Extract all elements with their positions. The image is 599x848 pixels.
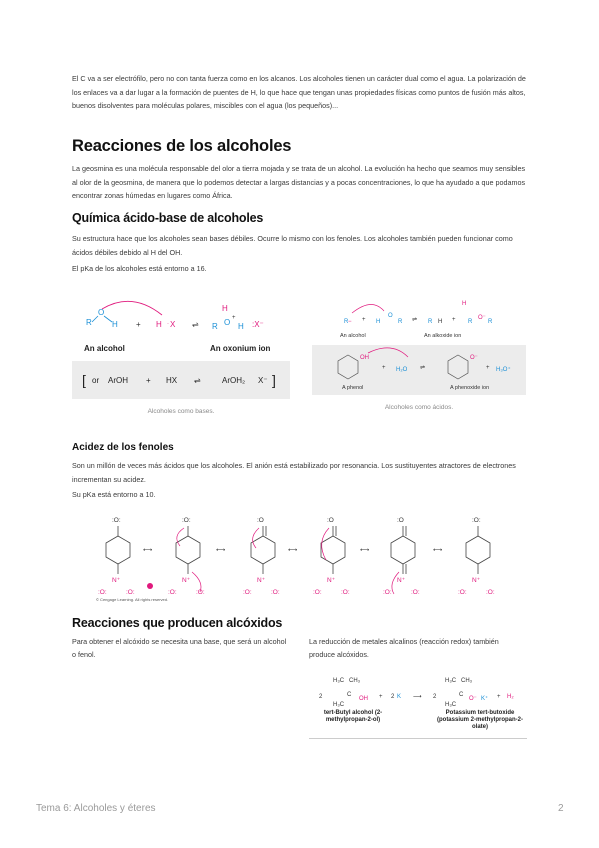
svg-text::O:: :O: xyxy=(472,517,481,524)
svg-text::O:: :O: xyxy=(486,589,495,596)
reacciones-paragraph: La geosmina es una molécula responsable del olor a tierra mojada y se trata de un alcohol. La evolución ha hecho que seamos muy sensibles al olor de la geosmina, de manera que lo podemos detectar a largas distancias y a pocas concentraciones, lo que ha ayudado a que podamos encontrar zonas húmedas en lugares como África. xyxy=(72,164,526,200)
svg-text:+: + xyxy=(136,320,141,329)
caption-alcohols-as-acids: Alcoholes como ácidos. xyxy=(384,404,454,411)
label-an-oxonium-ion: An oxonium ion xyxy=(210,344,271,353)
page-number: 2 xyxy=(558,803,564,814)
svg-text:ArOH₂: ArOH₂ xyxy=(222,376,246,385)
svg-text::O:: :O: xyxy=(98,589,107,596)
svg-text:+: + xyxy=(362,317,366,323)
svg-text:R: R xyxy=(344,319,349,325)
svg-text::O:: :O: xyxy=(168,589,177,596)
svg-text::O:: :O: xyxy=(458,589,467,596)
alcohols-acids-diagram xyxy=(312,295,526,395)
svg-text:+: + xyxy=(497,694,501,700)
figure-potassium-tert-butoxide xyxy=(309,672,527,740)
svg-text:H₃C: H₃C xyxy=(445,678,457,684)
svg-text::O:: :O: xyxy=(411,589,420,596)
svg-text:−: − xyxy=(348,319,352,325)
svg-text:H: H xyxy=(376,319,381,325)
acido-base-paragraph-1: Su estructura hace que los alcoholes sean bases débiles. Ocurre lo mismo con los fenoles. Los alcoholes también pueden funcionar como ácidos débiles debido al H del OH. xyxy=(72,234,513,257)
svg-text:or: or xyxy=(92,376,100,385)
svg-text:R: R xyxy=(212,322,218,331)
svg-text:H: H xyxy=(222,304,228,313)
copyright-notice: © Cengage Learning. All rights reserved. xyxy=(96,597,169,602)
svg-text::O:: :O: xyxy=(112,517,121,524)
svg-text:2: 2 xyxy=(433,694,437,700)
svg-text:⇌: ⇌ xyxy=(412,317,418,323)
svg-text::O:: :O: xyxy=(196,589,205,596)
svg-text:H: H xyxy=(156,320,162,329)
svg-text:+: + xyxy=(452,317,456,323)
svg-text:O⁻: O⁻ xyxy=(470,355,478,361)
svg-text:H: H xyxy=(238,322,244,331)
svg-text:X: X xyxy=(170,320,176,329)
label-an-alkoxide-ion: An alkoxide ion xyxy=(424,333,462,339)
svg-text:+: + xyxy=(379,694,383,700)
svg-text::O: :O xyxy=(397,517,404,524)
svg-text:K: K xyxy=(397,694,402,700)
svg-text:O: O xyxy=(224,318,231,327)
caption-alcohols-as-bases: Alcoholes como bases. xyxy=(147,408,215,415)
label-a-phenoxide-ion: A phenoxide ion xyxy=(450,385,490,391)
svg-text:H₃C: H₃C xyxy=(333,702,345,708)
svg-text::X⁻: :X⁻ xyxy=(252,320,264,329)
svg-text:N⁺: N⁺ xyxy=(397,577,406,584)
svg-text:R: R xyxy=(468,319,473,325)
svg-text:R: R xyxy=(398,319,403,325)
svg-text:⇌: ⇌ xyxy=(192,320,199,329)
svg-text:CH₃: CH₃ xyxy=(461,678,473,684)
svg-text:O⁻: O⁻ xyxy=(469,696,477,702)
svg-text:+: + xyxy=(382,365,386,371)
svg-text:·: · xyxy=(167,321,169,327)
section-title-acido-base: Química ácido-base de alcoholes xyxy=(72,211,264,225)
svg-text:⟷: ⟷ xyxy=(433,547,443,554)
svg-text:⇌: ⇌ xyxy=(420,365,426,371)
svg-text:O: O xyxy=(388,313,393,319)
figure-alcohols-as-acids xyxy=(312,295,526,395)
svg-text:N⁺: N⁺ xyxy=(472,577,481,584)
footer-title: Tema 6: Alcoholes y éteres xyxy=(36,803,156,814)
svg-text:HX: HX xyxy=(166,376,178,385)
section-title-alcoxidos: Reacciones que producen alcóxidos xyxy=(72,616,283,630)
svg-text:⟷: ⟷ xyxy=(288,547,298,554)
reactant-name: tert-Butyl alcohol (2-methylpropan-2-ol) xyxy=(323,710,383,723)
svg-text::O:: :O: xyxy=(243,589,252,596)
intro-paragraph: El C va a ser electrófilo, pero no con tanta fuerza como en los alcanos. Los alcoholes tienen un carácter dual como el agua. La polarización de los enlaces va a dar lugar a la formación de puentes de H, lo que hace que tengan unas propiedades físicas como puntos de fusión más altos, buenos disolventes para moléculas polares, miscibles con el agua (los pequeños)... xyxy=(72,74,526,110)
acido-base-paragraph-2: El pKa de los alcoholes está entorno a 16. xyxy=(72,264,207,273)
svg-text:⟷: ⟷ xyxy=(360,547,370,554)
section-title-reacciones: Reacciones de los alcoholes xyxy=(72,137,292,155)
resonance-diagram xyxy=(88,512,508,606)
fenoles-paragraph-2: Su pKa está entorno a 10. xyxy=(72,490,156,499)
alcoxidos-left-text: Para obtener el alcóxido se necesita una base, que será un alcohol o fenol. xyxy=(72,637,287,659)
svg-text:R: R xyxy=(428,319,433,325)
svg-text:N⁺: N⁺ xyxy=(112,577,121,584)
product-name: Potassium tert-butoxide (potassium 2-methylpropan-2-olate) xyxy=(436,710,523,730)
svg-text:⟷: ⟷ xyxy=(143,547,153,554)
svg-text:]: ] xyxy=(272,372,276,388)
svg-text:K⁺: K⁺ xyxy=(481,696,489,702)
svg-text:+: + xyxy=(486,365,490,371)
figure-alcohols-as-bases xyxy=(72,289,290,401)
svg-text::O:: :O: xyxy=(126,589,135,596)
svg-text:OH: OH xyxy=(359,696,368,702)
svg-text:H: H xyxy=(438,319,443,325)
svg-text:H₃C: H₃C xyxy=(445,702,457,708)
label-an-alcohol-right: An alcohol xyxy=(340,333,366,339)
svg-text::O:: :O: xyxy=(182,517,191,524)
svg-text:ArOH: ArOH xyxy=(108,376,128,385)
svg-text:[: [ xyxy=(82,372,86,388)
svg-text::O:: :O: xyxy=(271,589,280,596)
svg-text::O:: :O: xyxy=(313,589,322,596)
label-an-alcohol: An alcohol xyxy=(84,344,125,353)
alcohols-bases-diagram xyxy=(72,289,290,401)
svg-text:CH₃: CH₃ xyxy=(349,678,361,684)
svg-text:+: + xyxy=(232,315,236,321)
svg-text:C: C xyxy=(459,692,464,698)
svg-text:H: H xyxy=(112,320,118,329)
svg-text:X⁻: X⁻ xyxy=(258,376,268,385)
figure-divider xyxy=(309,738,527,739)
svg-text:⟶: ⟶ xyxy=(413,694,422,700)
svg-text::O: :O xyxy=(327,517,334,524)
svg-text:2: 2 xyxy=(391,694,395,700)
svg-text:N⁺: N⁺ xyxy=(257,577,266,584)
svg-text:O⁻: O⁻ xyxy=(478,315,486,321)
svg-text:⟷: ⟷ xyxy=(216,547,226,554)
svg-text:H₂O: H₂O xyxy=(396,367,408,373)
label-a-phenol: A phenol xyxy=(342,385,364,391)
svg-text:R: R xyxy=(488,319,493,325)
svg-text::O:: :O: xyxy=(341,589,350,596)
svg-text:H: H xyxy=(462,301,467,307)
svg-text:OH: OH xyxy=(360,355,369,361)
svg-text:O: O xyxy=(98,308,105,317)
svg-text::O:: :O: xyxy=(383,589,392,596)
figure-phenoxide-resonance xyxy=(88,512,508,606)
coef-1: 2 xyxy=(319,694,323,700)
svg-text:H₃C: H₃C xyxy=(333,678,345,684)
svg-text:C: C xyxy=(347,692,352,698)
svg-text:R: R xyxy=(86,318,92,327)
svg-text:H₃O⁺: H₃O⁺ xyxy=(496,367,511,373)
svg-text:⇌: ⇌ xyxy=(194,376,201,385)
svg-text:+: + xyxy=(146,376,151,385)
svg-text:N⁺: N⁺ xyxy=(182,577,191,584)
svg-text:H₂: H₂ xyxy=(507,694,514,700)
fenoles-paragraph-1: Son un millón de veces más ácidos que los alcoholes. El anión está estabilizado por resonancia. Los sustituyentes atractores de electrones incrementan su acidez. xyxy=(72,461,516,484)
svg-text:N⁺: N⁺ xyxy=(327,577,336,584)
section-title-acidez-fenoles: Acidez de los fenoles xyxy=(72,442,174,453)
svg-text::O: :O xyxy=(257,517,264,524)
alcoxidos-right-text: La reducción de metales alcalinos (reacción redox) también produce alcóxidos. xyxy=(309,637,499,659)
